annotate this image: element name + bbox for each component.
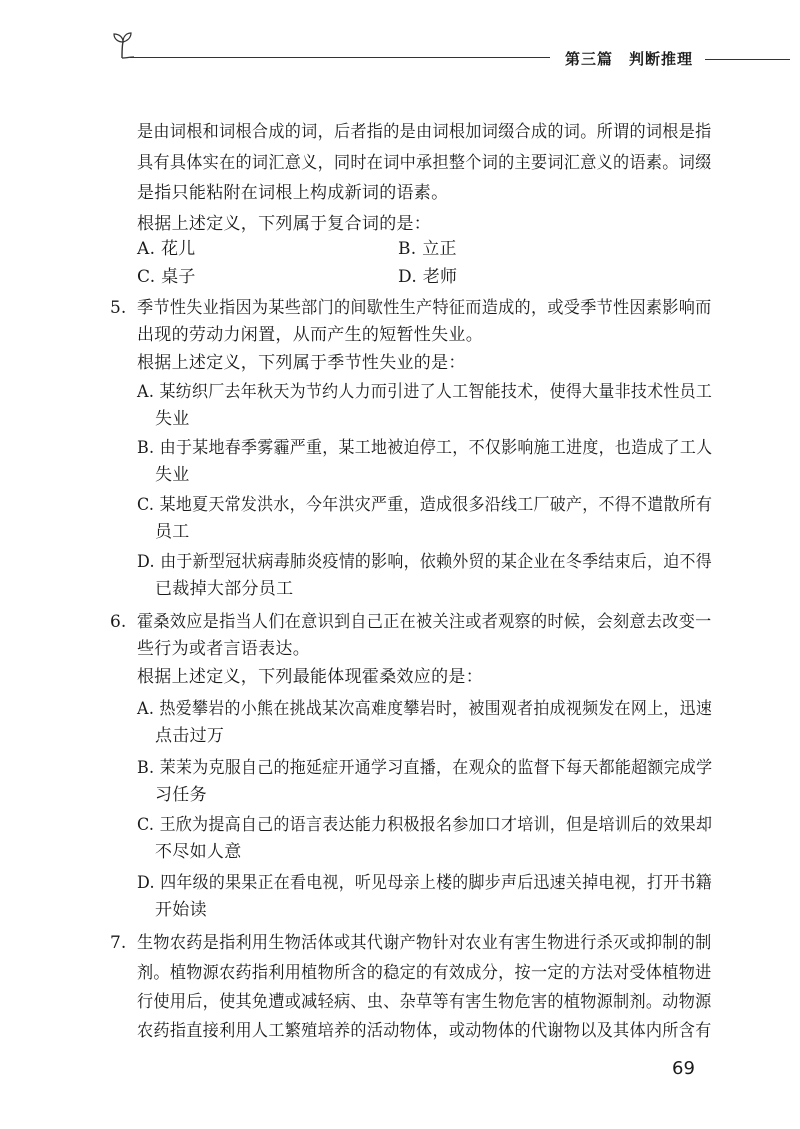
sprout-icon bbox=[110, 28, 134, 60]
body-line: 是指只能粘附在词根上构成新词的语素。 bbox=[137, 183, 449, 203]
option-b-cont: 习任务 bbox=[155, 785, 207, 805]
option-a: A. 某纺织厂去年秋天为节约人力而引进了人工智能技术，使得大量非技术性员工 bbox=[137, 382, 713, 402]
option-d: D. 老师 bbox=[398, 267, 458, 287]
option-c: C. 桌子 bbox=[137, 267, 196, 287]
option-b: B. 由于某地春季雾霾严重，某工地被迫停工，不仅影响施工进度，也造成了工人 bbox=[137, 438, 713, 458]
question-text: 行使用后，使其免遭或减轻病、虫、杂草等有害生物危害的植物源制剂。动物源 bbox=[137, 992, 712, 1012]
question-text: 农药指直接利用人工繁殖培养的活动物体，或动物体的代谢物以及其体内所含有 bbox=[137, 1021, 712, 1041]
body-line: 具有具体实在的词汇意义，同时在词中承担整个词的主要词汇意义的语素。词缀 bbox=[137, 153, 712, 173]
option-c-cont: 员工 bbox=[155, 522, 190, 542]
question-text: 剂。植物源农药指利用植物所含的稳定的有效成分，按一定的方法对受体植物进 bbox=[137, 963, 712, 983]
question-text: 生物农药是指利用生物活体或其代谢产物针对农业有害生物进行杀灭或抑制的制 bbox=[137, 933, 712, 953]
question-prompt: 根据上述定义，下列最能体现霍桑效应的是： bbox=[137, 667, 483, 687]
option-c-cont: 不尽如人意 bbox=[155, 842, 242, 862]
question-prompt: 根据上述定义，下列属于复合词的是： bbox=[137, 214, 432, 234]
option-c: C. 某地夏天常发洪水，今年洪灾严重，造成很多沿线工厂破产，不得不遣散所有 bbox=[137, 495, 713, 515]
option-b-cont: 失业 bbox=[155, 465, 190, 485]
question-number: 5. bbox=[110, 298, 127, 318]
option-b: B. 立正 bbox=[398, 239, 457, 259]
option-d: D. 四年级的果果正在看电视，听见母亲上楼的脚步声后迅速关掉电视，打开书籍 bbox=[137, 873, 712, 893]
option-d-cont: 已裁掉大部分员工 bbox=[155, 579, 294, 599]
question-number: 7. bbox=[110, 933, 127, 953]
option-c: C. 王欣为提高自己的语言表达能力积极报名参加口才培训，但是培训后的效果却 bbox=[137, 815, 713, 835]
page-header bbox=[0, 0, 800, 80]
option-a: A. 热爱攀岩的小熊在挑战某次高难度攀岩时，被围观者拍成视频发在网上，迅速 bbox=[137, 699, 713, 719]
option-a: A. 花儿 bbox=[137, 239, 196, 259]
header-rule-left bbox=[130, 57, 550, 58]
option-b: B. 茉茉为克服自己的拖延症开通学习直播，在观众的监督下每天都能超额完成学 bbox=[137, 758, 713, 778]
question-text: 出现的劳动力闲置，从而产生的短暂性失业。 bbox=[137, 325, 483, 345]
section-title: 第三篇 判断推理 bbox=[565, 50, 694, 68]
header-rule-right bbox=[705, 59, 790, 60]
option-a-cont: 失业 bbox=[155, 409, 190, 429]
question-text: 霍桑效应是指当人们在意识到自己正在被关注或者观察的时候，会刻意去改变一 bbox=[137, 612, 712, 632]
question-text: 些行为或者言语表达。 bbox=[137, 639, 310, 659]
page-number: 69 bbox=[672, 1058, 695, 1079]
option-a-cont: 点击过万 bbox=[155, 726, 225, 746]
body-line: 是由词根和词根合成的词，后者指的是由词根加词缀合成的词。所谓的词根是指 bbox=[137, 122, 712, 142]
question-prompt: 根据上述定义，下列属于季节性失业的是： bbox=[137, 353, 466, 373]
question-number: 6. bbox=[110, 612, 127, 632]
question-text: 季节性失业指因为某些部门的间歇性生产特征而造成的，或受季节性因素影响而 bbox=[137, 298, 712, 318]
option-d-cont: 开始读 bbox=[155, 900, 207, 920]
option-d: D. 由于新型冠状病毒肺炎疫情的影响，依赖外贸的某企业在冬季结束后，迫不得 bbox=[137, 552, 712, 572]
